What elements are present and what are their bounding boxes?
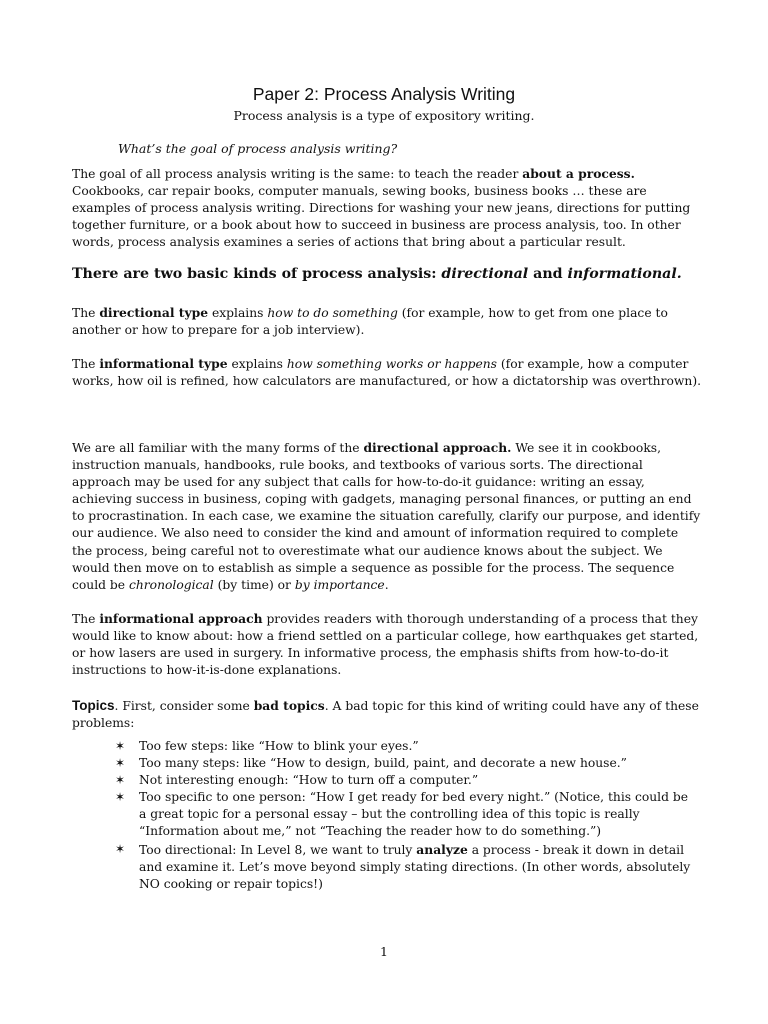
informational-type-paragraph: [72, 355, 702, 390]
heading-informational: informational.: [567, 266, 682, 282]
goal-paragraph: [72, 165, 702, 251]
analyze-bold: analyze: [416, 841, 468, 857]
page-subtitle: Process analysis is a type of expository writing.: [233, 108, 535, 123]
directional-rest: (for example, how to get from one place to another or how to prepare for a job interview).: [72, 306, 668, 338]
approach-between: (by time) or: [213, 577, 295, 592]
topics-label: Topics: [72, 698, 115, 713]
directional-type-bold: directional type: [99, 305, 209, 320]
informational-approach-paragraph: [72, 610, 702, 679]
topics-rest: . A bad topic for this kind of writing could have any of these problems:: [72, 699, 699, 731]
directional-approach-paragraph: [72, 439, 702, 594]
bullet-text: Not interesting enough: “How to turn off a computer.”: [139, 773, 479, 788]
heading-and: and: [528, 266, 568, 282]
star-bullet-icon: ✶: [115, 756, 126, 771]
list-item: [115, 772, 695, 789]
goal-lead: The goal of all process analysis writing is the same: to teach the reader: [72, 167, 523, 181]
informational-type-bold: informational type: [99, 356, 228, 371]
star-bullet-icon: ✶: [115, 841, 126, 856]
list-item: [115, 755, 695, 772]
list-item: [115, 789, 695, 840]
bullet-text: Too specific to one person: “How I get ready for bed every night.” (Notice, this could be a great topic for a personal essay – but the controlling idea of this topic is really “Information about me,” not “Teaching the reader how to do something.”): [139, 790, 689, 839]
approach-bold: directional approach.: [363, 440, 512, 455]
approach-importance: by importance: [294, 577, 385, 592]
informational-italic: how something works or happens: [286, 357, 497, 371]
guiding-question: What’s the goal of process analysis writing?: [118, 141, 398, 156]
star-bullet-icon: ✶: [115, 739, 126, 753]
heading-directional: directional: [441, 266, 529, 282]
directional-type-paragraph: [72, 304, 702, 339]
approach-end: .: [384, 577, 389, 592]
goal-rest: Cookbooks, car repair books, computer manuals, sewing books, business books … these are examples of process analysis writing. Directions for washing your new jeans, directions for putting together furniture, or a book about how to succeed in business are process analysis, too. In other words, process analysis examines a series of actions that bring about a particular result.: [72, 184, 691, 250]
bullet-text: Too few steps: like “How to blink your eyes.”: [139, 739, 419, 753]
text-the: The: [72, 612, 100, 626]
topics-paragraph: [72, 697, 702, 732]
bullet-text-rest: a process - break it down in detail and examine it. Let’s move beyond simply stating directions. (In other words, absolutely NO cooking or repair topics!): [139, 842, 691, 891]
star-bullet-icon: ✶: [115, 773, 126, 788]
text-the: The: [72, 357, 100, 371]
section-heading: [72, 266, 712, 282]
text-explains: explains: [227, 357, 287, 371]
info-approach-bold: informational approach: [99, 611, 263, 626]
approach-lead: We are all familiar with the many forms of the: [72, 441, 364, 455]
bullet-text: Too directional: In Level 8, we want to truly: [139, 842, 417, 857]
text-explains: explains: [208, 306, 268, 320]
informational-rest: (for example, how a computer works, how oil is refined, how calculators are manufactured, or how a dictatorship was overthrown).: [72, 357, 702, 389]
page-number: 1: [380, 944, 388, 959]
topics-after-label: . First, consider some: [114, 699, 254, 713]
heading-lead: There are two basic kinds of process analysis:: [72, 266, 442, 282]
list-item: [115, 738, 695, 755]
bad-topics-list: [115, 738, 695, 893]
approach-chronological: chronological: [128, 577, 214, 592]
page-title: Paper 2: Process Analysis Writing: [252, 84, 516, 104]
text-the: The: [72, 306, 100, 320]
approach-middle: We see it in cookbooks, instruction manuals, handbooks, rule books, and textbooks of various sorts. The directional approach may be used for any subject that calls for how-to-do-it guidance: writing an essay, achieving success in business, coping with gadgets, managing personal finances, or putting an end to procrastination. In each case, we examine the situation carefully, clarify our purpose, and identify our audience. We also need to consider the kind and amount of information required to complete the process, being careful not to overestimate what our audience knows about the subject. We would then move on to establish as simple a sequence as possible for the process. The sequence could be: [72, 441, 701, 592]
info-approach-rest: provides readers with thorough understanding of a process that they would like to know about: how a friend settled on a particular college, how earthquakes get started, or how lasers are used in surgery. In informative process, the emphasis shifts from how-to-do-it instructions to how-it-is-done explanations.: [72, 612, 699, 678]
goal-bold: about a process.: [522, 166, 635, 181]
bullet-text: Too many steps: like “How to design, build, paint, and decorate a new house.”: [139, 756, 627, 771]
star-bullet-icon: ✶: [115, 790, 126, 805]
list-item: [115, 841, 695, 893]
directional-italic: how to do something: [267, 306, 398, 320]
bad-topics-bold: bad topics: [253, 698, 325, 713]
